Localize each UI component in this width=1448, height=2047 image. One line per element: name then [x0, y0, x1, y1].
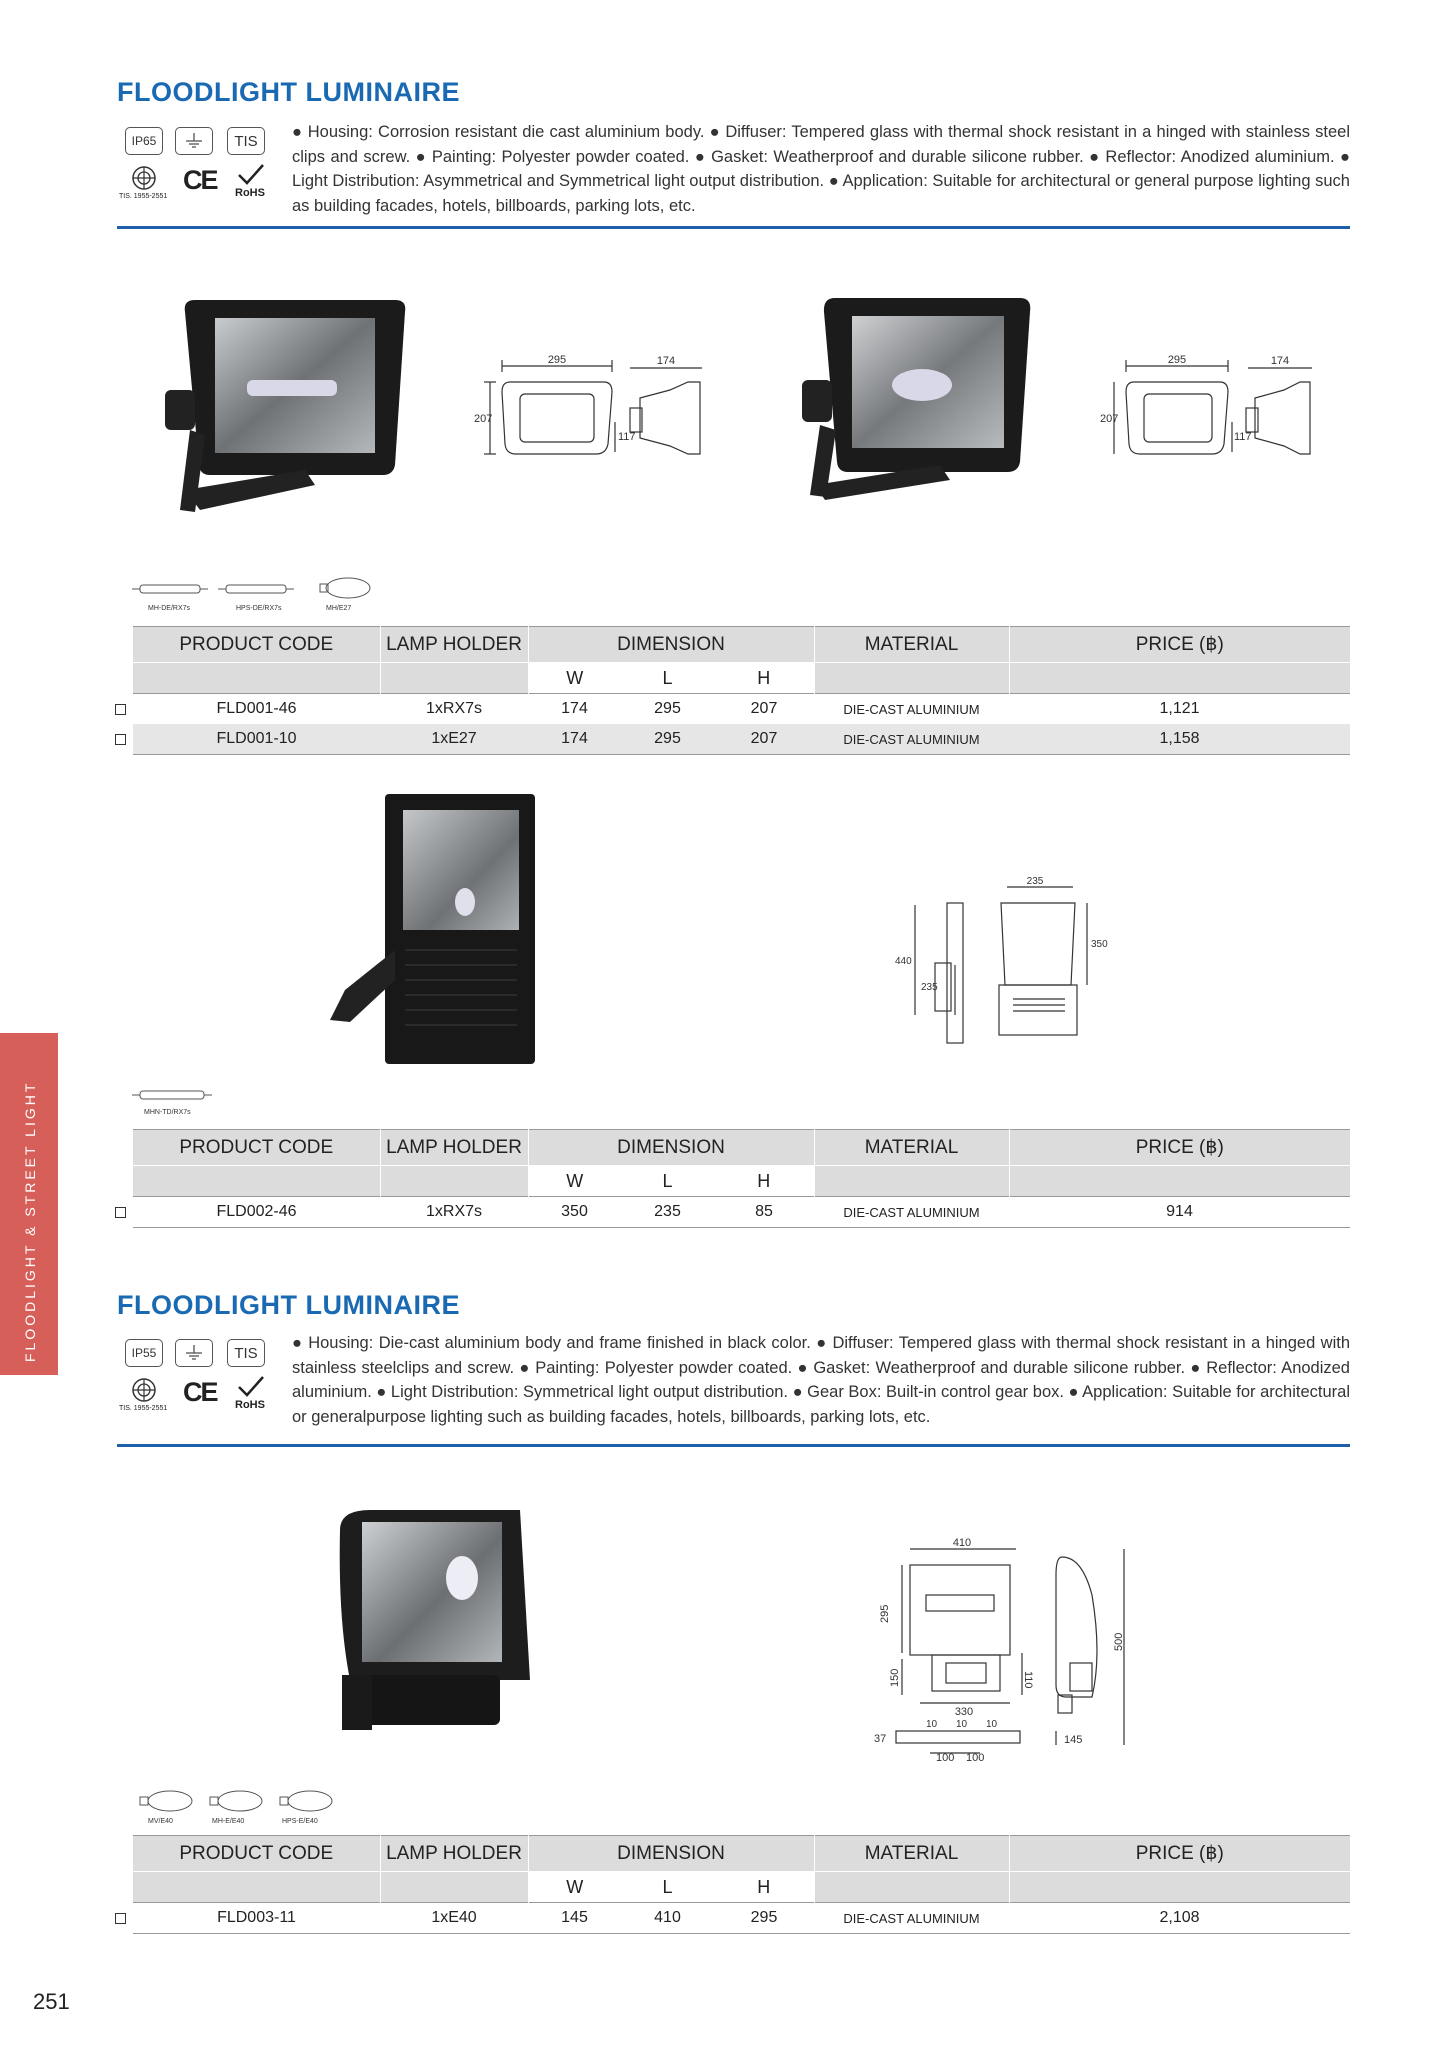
tis-badge: TIS [227, 127, 265, 155]
price: 1,158 [1009, 724, 1350, 755]
lamp-label: MH-E/E40 [212, 1818, 245, 1825]
material: DIE-CAST ALUMINIUM [843, 1910, 980, 1926]
dim-label: 145 [1064, 1734, 1083, 1746]
header-material: MATERIAL [814, 1836, 1009, 1872]
dim-label: 10 [986, 1719, 998, 1730]
ce-mark: CE [183, 1377, 217, 1407]
product-code: FLD001-46 [216, 700, 297, 717]
ground-icon [175, 1339, 213, 1367]
header-lamp-holder: LAMP HOLDER [380, 627, 528, 663]
section1-divider [117, 226, 1350, 229]
price: 2,108 [1159, 1909, 1200, 1926]
tis-seal-icon [131, 1377, 157, 1408]
material: DIE-CAST ALUMINIUM [843, 1204, 980, 1220]
header-product-code: PRODUCT CODE [133, 627, 380, 663]
header-l: L [621, 1872, 714, 1903]
lamp-holder: 1xRX7s [425, 700, 483, 717]
price-table-1 [133, 626, 1350, 755]
header-l: L [621, 1166, 714, 1197]
checkbox-fld002-46[interactable] [115, 1207, 126, 1218]
tis-seal-icon [131, 165, 157, 196]
dim-label: 117 [1234, 431, 1252, 443]
dim-label: 174 [1270, 355, 1290, 367]
header-lamp-holder: LAMP HOLDER [380, 1836, 528, 1872]
header-w: W [528, 1872, 621, 1903]
dim-label: 37 [874, 1733, 887, 1745]
section2-divider [117, 1444, 1350, 1447]
ground-icon [175, 127, 213, 155]
lamp-icons-group1 [130, 575, 390, 615]
page-number: 251 [33, 1989, 70, 2014]
ce-mark: CE [183, 165, 217, 195]
lamp-icons-group2 [130, 1083, 230, 1119]
header-product-code: PRODUCT CODE [133, 1836, 380, 1872]
side-tab-label: FLOODLIGHT & STREET LIGHT [22, 1080, 38, 1362]
floodlight-photo-fld001-46 [155, 290, 415, 520]
rohs-mark: RoHS [235, 1399, 265, 1411]
dim-label: 440 [895, 956, 912, 967]
lamp-label: HPS-DE/RX7s [236, 605, 282, 612]
dim-label: 235 [1026, 876, 1044, 887]
dim-label: 350 [1091, 939, 1108, 950]
tis-number: TIS. 1955-2551 [119, 1405, 168, 1412]
dimension-drawing-fld001-b [1100, 352, 1330, 472]
dim-h: 207 [750, 700, 778, 717]
lamp-label: MV/E40 [148, 1818, 173, 1825]
dim-label: 117 [618, 431, 636, 443]
product-code: FLD002-46 [216, 1203, 297, 1220]
dim-label: 207 [1100, 413, 1119, 425]
price-table-2 [133, 1129, 1350, 1228]
lamp-label: HPS-E/E40 [282, 1818, 318, 1825]
lamp-label: MH/E27 [326, 605, 352, 612]
checkbox-fld001-46[interactable] [115, 704, 126, 715]
lamp-label: MHN-TD/RX7s [144, 1109, 191, 1116]
table-row [133, 694, 1350, 725]
header-dimension: DIMENSION [528, 1836, 814, 1872]
header-w: W [528, 1166, 621, 1197]
tis-badge: TIS [227, 1339, 265, 1367]
header-l: L [621, 663, 714, 694]
dim-label: 500 [1113, 1632, 1125, 1651]
dim-label: 235 [921, 982, 938, 993]
header-price: PRICE (฿) [1009, 627, 1350, 663]
dim-label: 174 [656, 355, 676, 367]
dim-label: 295 [879, 1604, 891, 1623]
ip-rating-badge: IP55 [125, 1339, 163, 1367]
product-code: FLD001-10 [133, 724, 380, 755]
section1-certs [117, 125, 277, 210]
header-h: H [714, 1166, 814, 1197]
dimension-drawing-fld002 [895, 875, 1115, 1055]
dim-label: 330 [954, 1706, 974, 1718]
dim-h: 85 [755, 1203, 773, 1220]
floodlight-photo-fld002 [325, 790, 545, 1070]
dim-h: 207 [714, 724, 814, 755]
dim-w: 145 [561, 1909, 588, 1926]
header-material: MATERIAL [814, 627, 1009, 663]
dim-label: 10 [926, 1719, 938, 1730]
header-material: MATERIAL [814, 1130, 1009, 1166]
product-code: FLD003-11 [217, 1909, 296, 1926]
dim-l: 295 [654, 700, 681, 717]
dim-w: 174 [528, 724, 621, 755]
dim-label: 100 [966, 1752, 985, 1764]
section1-description: ● Housing: Corrosion resistant die cast aluminium body. ● Diffuser: Tempered glass with thermal shock resistant in a hinged with stainless steel clips and screw. ● Painting: Polyester powder coated. ● Gasket: Weatherproof and durable silicone rubber. ● Reflector: Anodized aluminium. ● Light Distribution: Asymmetrical and Symmetrical light output distribution. ● Application: Suitable for architectural or general purpose lighting such as building facades, hotels, billboards, parking lots, etc. [292, 123, 1350, 215]
dim-l: 410 [654, 1909, 681, 1926]
table-row [133, 1197, 1350, 1228]
tis-number: TIS. 1955-2551 [119, 193, 168, 200]
header-lamp-holder: LAMP HOLDER [380, 1130, 528, 1166]
dim-label: 295 [547, 354, 567, 366]
ip-rating-badge: IP65 [125, 127, 163, 155]
dim-label: 110 [1022, 1671, 1034, 1689]
dim-label: 100 [936, 1752, 955, 1764]
dim-l: 235 [654, 1203, 681, 1220]
table-row [133, 724, 1350, 755]
header-dimension: DIMENSION [528, 627, 814, 663]
header-price: PRICE (฿) [1009, 1836, 1350, 1872]
header-price: PRICE (฿) [1009, 1130, 1350, 1166]
dim-l: 295 [621, 724, 714, 755]
header-dimension: DIMENSION [528, 1130, 814, 1166]
dim-h: 295 [750, 1909, 778, 1926]
header-h: H [714, 1872, 814, 1903]
checkbox-fld001-10[interactable] [115, 734, 126, 745]
section1-title: FLOODLIGHT LUMINAIRE [117, 77, 460, 107]
section2-title: FLOODLIGHT LUMINAIRE [117, 1290, 460, 1320]
header-w: W [528, 663, 621, 694]
price: 914 [1166, 1203, 1193, 1220]
header-h: H [714, 663, 814, 694]
dim-w: 174 [561, 700, 588, 717]
floodlight-photo-fld001-10 [790, 290, 1040, 510]
lamp-label: MH-DE/RX7s [148, 605, 191, 612]
section2-certs [117, 1337, 277, 1422]
floodlight-photo-fld003 [330, 1500, 550, 1735]
material: DIE-CAST ALUMINIUM [814, 724, 1009, 755]
material: DIE-CAST ALUMINIUM [843, 701, 980, 717]
dim-label: 10 [956, 1719, 968, 1730]
dim-label: 410 [952, 1537, 972, 1549]
lamp-holder: 1xE27 [380, 724, 528, 755]
checkbox-fld003-11[interactable] [115, 1913, 126, 1924]
section2-description: ● Housing: Die-cast aluminium body and frame finished in black color. ● Diffuser: Tempered glass with thermal shock resistant in a hinged with stainless steelclips and screw. ● Painting: Polyester powder coated. ● Gasket: Weatherproof and durable silicone rubber. ● Reflector: Anodized aluminium. ● Light Distribution: Symmetrical light output distribution. ● Gear Box: Built-in control gear box. ● Application: Suitable for architectural or generalpurpose lighting such as building facades, hotels, billboards, parking lots, etc. [292, 1334, 1350, 1426]
dimension-drawing-fld003 [870, 1535, 1140, 1770]
rohs-mark: RoHS [235, 187, 265, 199]
dimension-drawing-fld001-a [470, 352, 730, 472]
dim-label: 150 [889, 1668, 901, 1687]
price: 1,121 [1159, 700, 1200, 717]
dim-w: 350 [561, 1203, 588, 1220]
lamp-icons-group3 [130, 1788, 350, 1828]
dim-label: 207 [474, 413, 493, 425]
dim-label: 295 [1167, 354, 1187, 366]
lamp-holder: 1xRX7s [425, 1203, 483, 1220]
price-table-3 [133, 1835, 1350, 1934]
header-product-code: PRODUCT CODE [133, 1130, 380, 1166]
table-row [133, 1903, 1350, 1934]
lamp-holder: 1xE40 [431, 1909, 477, 1926]
